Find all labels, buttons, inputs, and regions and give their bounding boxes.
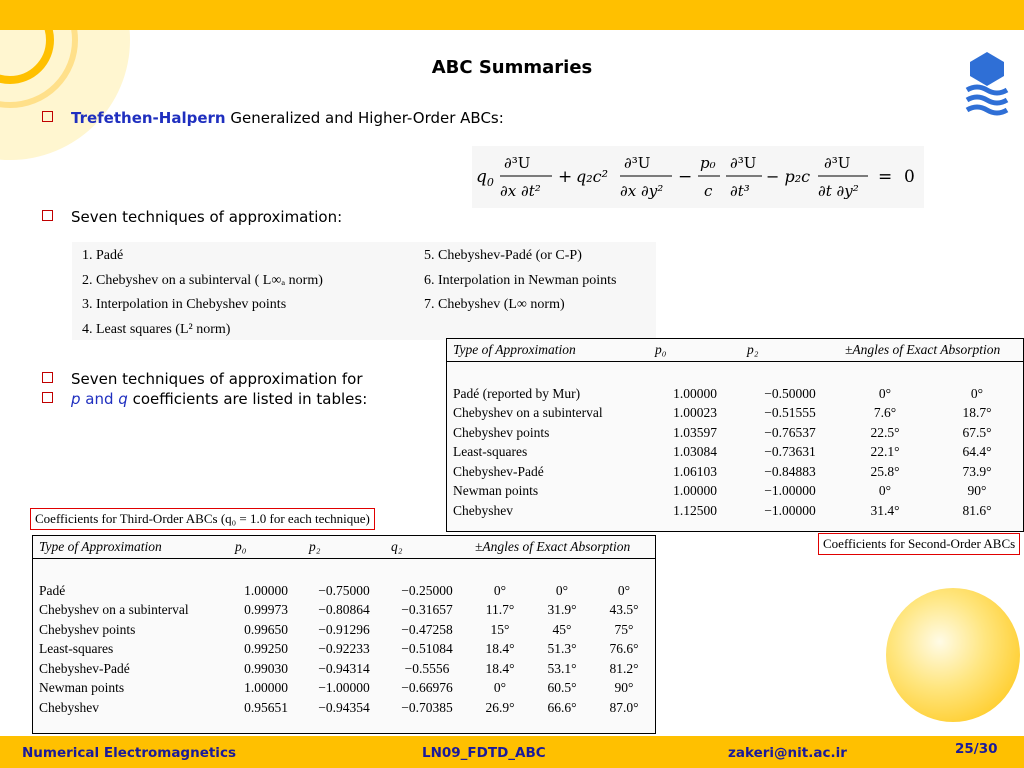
eq-den4: ∂t ∂y² [818,182,859,200]
footer-email: zakeri@nit.ac.ir [728,745,847,761]
table-cell-value: 43.5° [609,602,639,618]
table-cell-label: Newman points [453,483,539,499]
table-cell-value: −0.94354 [318,699,370,715]
table-cell-label: Least-squares [453,444,528,460]
table-cell-label: Chebyshev points [453,424,550,440]
technique-item: 4. Least squares (L² norm) [82,321,231,337]
eq-q0: q [476,167,487,187]
eq-c: c [704,182,713,200]
table-cell-value: 18.7° [962,405,992,421]
table-cell-value: −0.84883 [764,463,816,479]
bullet-text: Seven techniques of approximation for [71,370,363,388]
table-row [447,404,1023,424]
decorative-arcs [0,30,140,170]
table-row [33,698,655,718]
eq-den3: ∂t³ [730,182,750,200]
table-row [447,423,1023,443]
table-cell-value: 90° [614,680,634,696]
bullet-box-icon [42,392,53,403]
techniques-right-column [424,244,616,318]
technique-item: 1. Padé [82,248,124,263]
table-cell-value: 1.00000 [673,385,717,401]
table-header: p₂ [303,536,385,559]
second-order-table [446,338,1024,532]
eq-minus1: − [678,167,693,187]
table-cell-value: −0.25000 [401,582,453,598]
table-cell-value: 90° [967,483,987,499]
table-header: ±Angles of Exact Absorption [469,536,655,559]
bullet-box-icon [42,210,53,221]
technique-item: 7. Chebyshev (L∞ norm) [424,297,565,312]
table-cell-value: 1.00023 [673,405,717,421]
bullet-highlight: Trefethen-Halpern [71,109,226,127]
table-cell-label: Chebyshev [453,502,513,518]
bullet-text: coefficients are listed in tables: [127,390,368,408]
table-cell-value: −0.80864 [318,602,370,618]
table-header: p₀ [229,536,303,559]
table-cell-value: −1.00000 [764,502,816,518]
decorative-sun [886,588,1020,722]
eq-num3: ∂³U [730,154,757,172]
slide-title: ABC Summaries [431,57,593,78]
table-cell-value: −0.92233 [318,641,370,657]
table-cell-value: 26.9° [485,699,515,715]
table-cell-value: −0.51084 [401,641,453,657]
table-row [33,559,655,601]
table-cell-value: 0° [493,680,507,696]
table-cell-value: 66.6° [547,699,577,715]
table-cell-label: Padé [39,582,66,598]
table-cell-value: 0.99030 [244,660,288,676]
table-cell-value: 1.00000 [673,483,717,499]
table-cell-value: 18.4° [485,660,515,676]
table-cell-value: 60.5° [547,680,577,696]
table-row [447,462,1023,482]
table-cell-value: 11.7° [485,602,515,618]
bullet-and: and [80,390,119,408]
table-cell-value: −0.70385 [401,699,453,715]
table-cell-label: Newman points [39,680,125,696]
table-cell-value: −0.51555 [764,405,816,421]
bullet-techniques [42,207,342,227]
table-cell-value: −0.47258 [401,621,453,637]
table-row [33,601,655,621]
table-cell-value: 87.0° [609,699,639,715]
table-cell-value: −0.66976 [401,680,453,696]
technique-item: 6. Interpolation in Newman points [424,272,617,288]
table-header: Type of Approximation [447,339,649,362]
eq-den1: ∂x ∂t² [500,182,541,200]
table-cell-value: 64.4° [962,444,992,460]
second-order-caption: Coefficients for Second-Order ABCs [818,533,1020,555]
table-cell-value: 15° [490,621,510,637]
svg-text:q0 [476,167,494,189]
technique-item: 3. Interpolation in Chebyshev points [82,297,287,312]
table-cell-value: −0.50000 [764,385,816,401]
table-row [447,501,1023,521]
footer-page-number: 25/30 [955,741,998,757]
table-cell-value: 53.1° [547,660,577,676]
table-cell-value: 1.03597 [673,424,717,440]
footer-lecture: LN09_FDTD_ABC [422,745,546,761]
footer-course: Numerical Electromagnetics [22,745,236,761]
table-cell-value: 1.00000 [244,582,288,598]
table-cell-value: 0° [493,582,507,598]
table-cell-value: 0.99973 [244,602,288,618]
table-cell-value: 0° [878,483,892,499]
table-cell-value: −0.75000 [318,582,370,598]
table-cell-value: −0.73631 [764,444,816,460]
third-order-caption: Coefficients for Third-Order ABCs (q₀ = 1.0 for each technique) [30,508,375,530]
table-cell-label: Chebyshev-Padé [39,660,130,676]
eq-num1: ∂³U [504,154,531,172]
bullet-p: p [71,390,81,408]
bullet-text: Generalized and Higher-Order ABCs: [225,109,504,127]
table-cell-value: 22.5° [870,424,900,440]
table-cell-value: 1.06103 [673,463,717,479]
eq-plus: + [558,167,573,187]
table-cell-value: 51.3° [547,641,577,657]
table-header: p₀ [649,339,741,362]
table-header: ±Angles of Exact Absorption [839,339,1023,362]
table-cell-value: 0.99250 [244,641,288,657]
table-cell-label: Chebyshev points [39,621,136,637]
table-cell-value: 67.5° [962,424,992,440]
bullet-tables [42,369,363,389]
table-cell-value: 0° [878,385,892,401]
techniques-list [72,242,656,340]
third-order-table [32,535,656,734]
table-cell-value: 1.12500 [673,502,717,518]
table-row [447,482,1023,502]
table-cell-label: Padé (reported by Mur) [453,385,581,401]
table-cell-value: −1.00000 [318,680,370,696]
technique-item: 2. Chebyshev on a subinterval ( L∞ₐ norm) [82,272,323,288]
bullet-q: q [118,390,128,408]
bullet-box-icon [42,111,53,122]
table-cell-value: 0° [970,385,984,401]
table-cell-value: −0.94314 [318,660,370,676]
technique-item: 5. Chebyshev-Padé (or C-P) [424,248,582,263]
table-cell-label: Chebyshev-Padé [453,463,544,479]
table-cell-value: 25.8° [870,463,900,479]
table-cell-value: −1.00000 [764,483,816,499]
table-row [33,679,655,699]
table-cell-value: −0.31657 [401,602,453,618]
footer-bar [0,736,1024,768]
techniques-left-column [82,244,323,342]
eq-equals: = [878,167,893,187]
table-row [33,620,655,640]
table-row [447,443,1023,463]
table-header: p₂ [741,339,839,362]
table-cell-label: Least-squares [39,641,114,657]
eq-zero: 0 [904,167,915,187]
bullet-box-icon [42,372,53,383]
table-cell-value: 73.9° [962,463,992,479]
table-cell-label: Chebyshev on a subinterval [453,405,603,421]
eq-q0-sub: 0 [486,176,494,189]
table-cell-label: Chebyshev on a subinterval [39,602,189,618]
table-header: Type of Approximation [33,536,229,559]
eq-num4: ∂³U [824,154,851,172]
table-cell-value: 45° [552,621,572,637]
table-cell-label: Chebyshev [39,699,99,715]
bullet-trefethen [42,108,504,128]
table-cell-value: 0° [555,582,569,598]
table-cell-value: 31.9° [547,602,577,618]
table-cell-value: 0.99650 [244,621,288,637]
table-cell-value: 22.1° [870,444,900,460]
table-cell-value: 0.95651 [244,699,288,715]
table-cell-value: 7.6° [873,405,897,421]
eq-den2: ∂x ∂y² [620,182,664,200]
table-cell-value: 31.4° [870,502,900,518]
table-row [33,640,655,660]
abc-equation [472,146,924,208]
eq-num2: ∂³U [624,154,651,172]
table-cell-value: −0.91296 [318,621,370,637]
table-cell-value: 18.4° [485,641,515,657]
bullet-coefficients [42,389,367,409]
table-cell-value: 1.00000 [244,680,288,696]
table-header: q₂ [385,536,469,559]
top-bar [0,0,1024,30]
table-row [33,659,655,679]
table-cell-value: 75° [614,621,634,637]
table-cell-value: −0.76537 [764,424,816,440]
table-cell-value: 0° [617,582,631,598]
bullet-text: Seven techniques of approximation: [71,208,343,226]
eq-minus2: − p₂c [766,167,811,186]
table-cell-value: −0.5556 [404,660,450,676]
table-cell-value: 81.2° [609,660,639,676]
eq-q2c2: q₂c² [576,167,609,186]
table-cell-value: 76.6° [609,641,639,657]
table-cell-value: 1.03084 [673,444,717,460]
eq-p0: p₀ [700,154,716,172]
table-row [447,362,1023,404]
table-cell-value: 81.6° [962,502,992,518]
